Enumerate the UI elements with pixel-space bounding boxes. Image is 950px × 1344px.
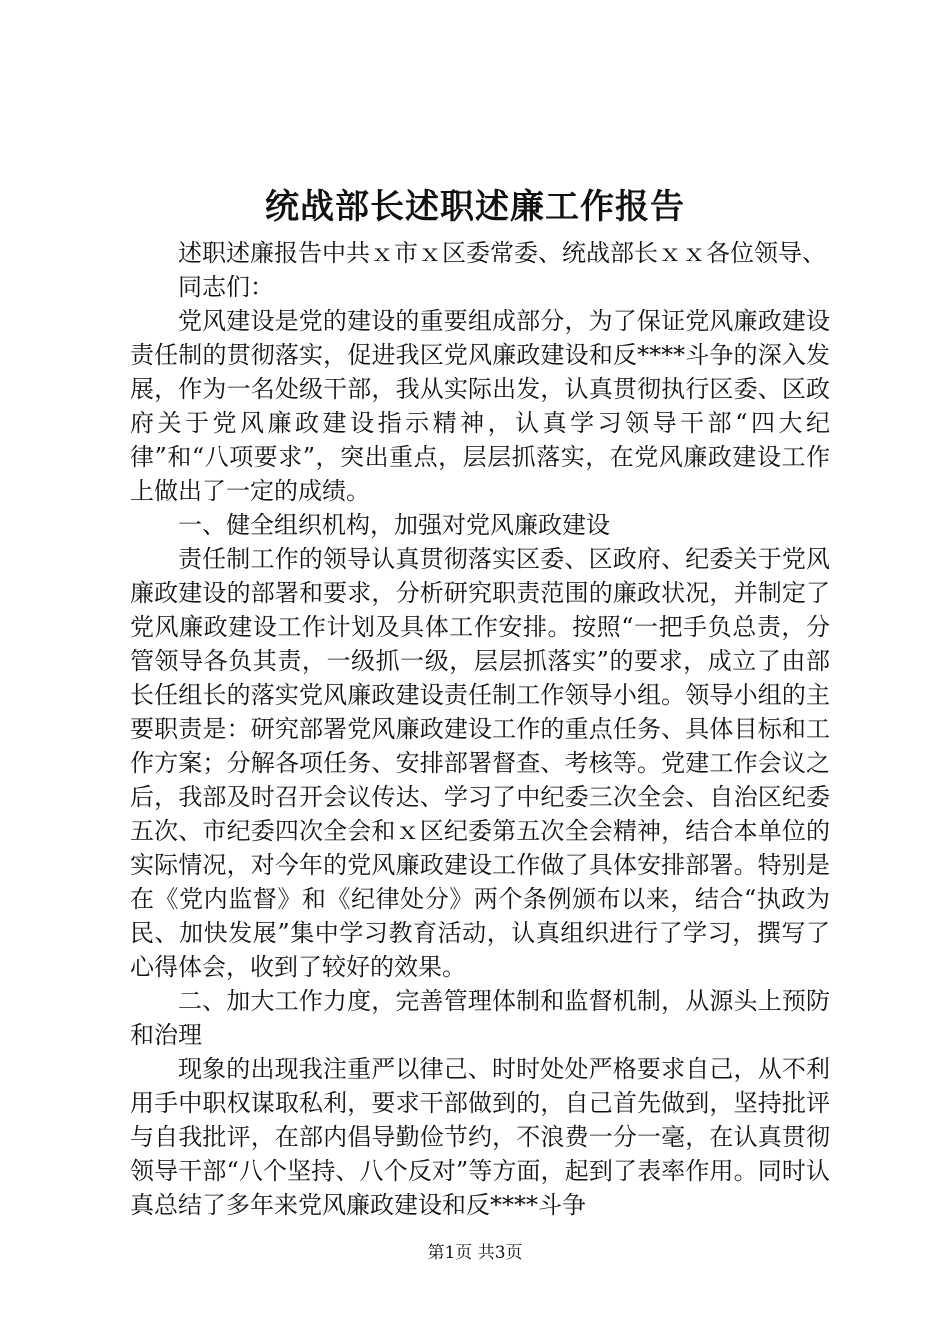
paragraph-section-1: 责任制工作的领导认真贯彻落实区委、区政府、纪委关于党风廉政建设的部署和要求，分析研究职责范围的廉政状况，并制定了党风廉政建设工作计划及具体工作安排。按照“一把手负总责，分管领导各负其责，一级抓一级，层层抓落实”的要求，成立了由部长任组长的落实党风廉政建设责任制工作领导小组。领导小组的主要职责是：研究部署党风廉政建设工作的重点任务、具体目标和工作方案；分解各项任务、安排部署督查、考核等。党建工作会议之后，我部及时召开会议传达、学习了中纪委三次全会、自治区纪委五次、市纪委四次全会和ｘ区纪委第五次全会精神，结合本单位的实际情况，对今年的党风廉政建设工作做了具体安排部署。特别是在《党内监督》和《纪律处分》两个条例颁布以来，结合“执政为民、加快发展”集中学习教育活动，认真组织进行了学习，撰写了心得体会，收到了较好的效果。	[130, 545, 830, 981]
section-heading-2: 二、加大工作力度，完善管理体制和监督机制，从源头上预防和治理	[130, 987, 830, 1049]
section-heading-1: 一、健全组织机构，加强对党风廉政建设	[178, 511, 610, 539]
page-number-footer: 第1页 共3页	[427, 1243, 523, 1263]
paragraph-greeting: 同志们：	[178, 273, 274, 301]
paragraph-section-2: 现象的出现我注重严以律己、时时处处严格要求自己，从不利用手中职权谋取私利，要求干部做到的，自己首先做到，坚持批评与自我批评，在部内倡导勤俭节约，不浪费一分一毫，在认真贯彻领导干部“八个坚持、八个反对”等方面，起到了表率作用。同时认真总结了多年来党风廉政建设和反****斗争	[130, 1055, 830, 1219]
document-title: 统战部长述职述廉工作报告	[265, 187, 685, 227]
paragraph-salutation: 述职述廉报告中共ｘ市ｘ区委常委、统战部长ｘｘ各位领导、	[178, 239, 826, 267]
paragraph-intro: 党风建设是党的建设的重要组成部分，为了保证党风廉政建设责任制的贯彻落实，促进我区党风廉政建设和反****斗争的深入发展，作为一名处级干部，我从实际出发，认真贯彻执行区委、区政府关于党风廉政建设指示精神，认真学习领导干部“四大纪律”和“八项要求”，突出重点，层层抓落实，在党风廉政建设工作上做出了一定的成绩。	[130, 307, 830, 505]
document-body	[130, 236, 830, 1222]
